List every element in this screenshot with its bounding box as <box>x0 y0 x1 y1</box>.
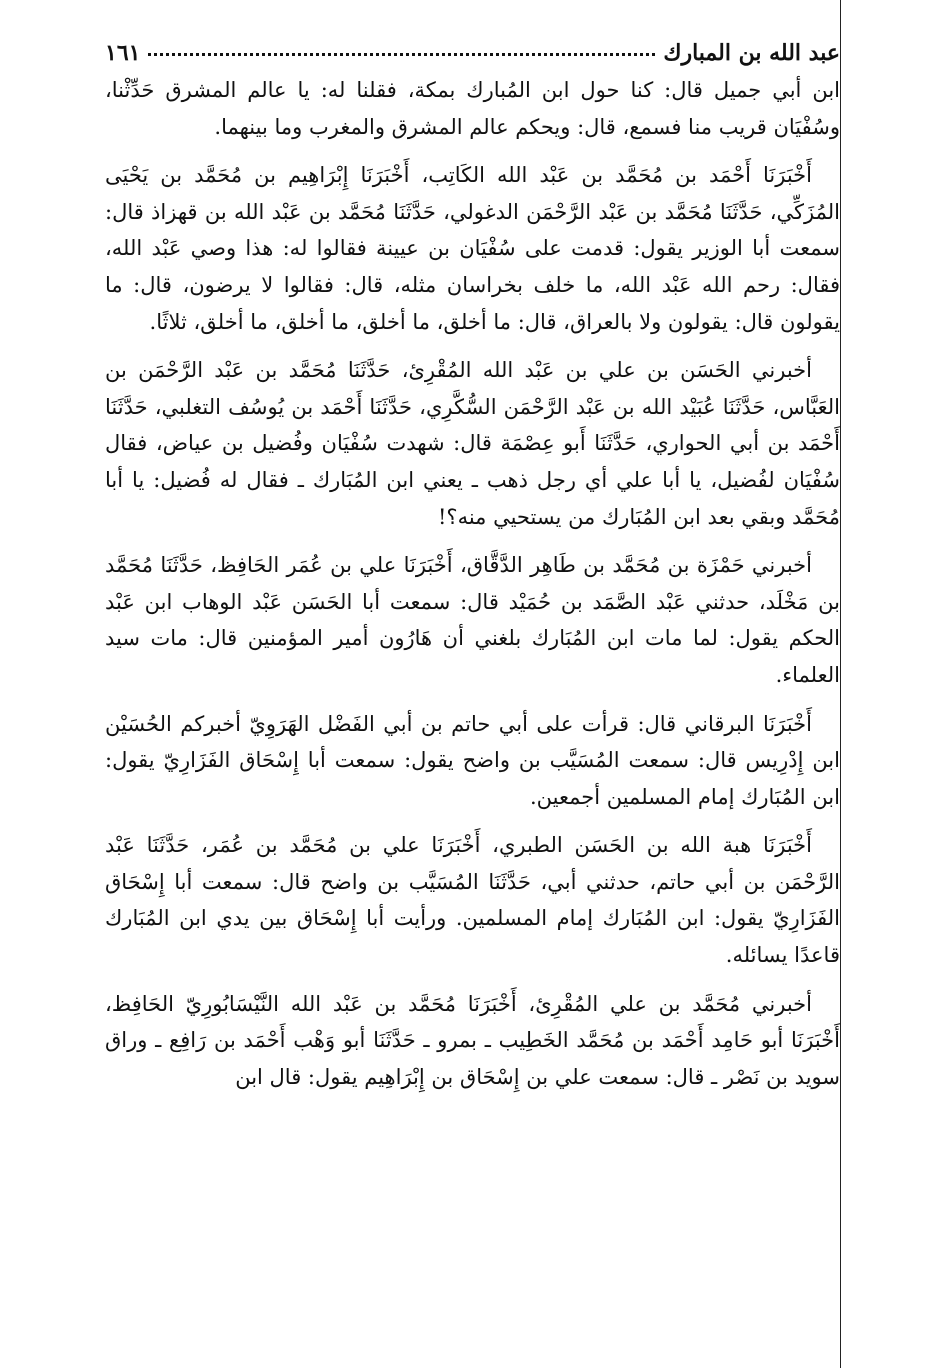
paragraph: أخبرني حَمْزَة بن مُحَمَّد بن طَاهِر الدَّقَّاق، أَخْبَرَنَا علي بن عُمَر الحَافِظ، حَدَّثَنَا مُحَمَّد بن مَخْلَد، حدثني عَبْد الصَّمَد بن حُمَيْد قال: سمعت أبا الحَسَن عَبْد الوهاب ابن عَبْد الحكم يقول: لما مات ابن المُبَارك بلغني أن هَارُون أمير المؤمنين قال: مات سيد العلماء. <box>105 553 840 687</box>
paragraph: ابن أبي جميل قال: كنا حول ابن المُبارك بمكة، فقلنا له: يا عالم المشرق حَدِّثْنا، وسُفْيَان قريب منا فسمع، قال: ويحكم عالم المشرق والمغرب وما بينهما. <box>105 78 840 139</box>
leader-dots <box>148 51 655 56</box>
running-title: عبد الله بن المبارك <box>663 40 840 66</box>
page-number: ١٦١ <box>105 40 141 66</box>
paragraph: أخبرني مُحَمَّد بن علي المُقْرِئ، أَخْبَرَنَا مُحَمَّد بن عَبْد الله النَّيْسَابُورِيّ الحَافِظ، أَخْبَرَنَا أبو حَامِد أَحْمَد بن مُحَمَّد الخَطِيب ـ بمرو ـ حَدَّثَنَا أبو وَهْب أَحْمَد بن رَافِع ـ وراق سويد بن نَصْر ـ قال: سمعت علي بن إِسْحَاق بن إِبْرَاهِيم يقول: قال ابن <box>105 991 840 1089</box>
paragraph: أَخْبَرَنَا أَحْمَد بن مُحَمَّد بن عَبْد الله الكَاتِب، أَخْبَرَنَا إِبْرَاهِيم بن مُحَمَّد بن يَحْيَى المُزَكِّي، حَدَّثَنَا مُحَمَّد بن عَبْد الرَّحْمَن الدغولي، حَدَّثَنَا مُحَمَّد بن عَبْد الله بن قهزاذ قال: سمعت أبا الوزير يقول: قدمت على سُفْيَان بن عيينة فقالوا له: هذا وصي عَبْد الله، فقال: رحم الله عَبْد الله، ما خلف بخراسان مثله، قال: فقالوا لا يرضون، قال: ما يقولون قال: يقولون ولا بالعراق، قال: ما أخلق، ما أخلق، ما أخلق، ما أخلق، ثلاثًا. <box>105 163 840 334</box>
book-page <box>105 30 840 1350</box>
page-header <box>105 36 840 70</box>
paragraph: أخبرني الحَسَن بن علي بن عَبْد الله المُقْرِئ، حَدَّثَنَا مُحَمَّد بن عَبْد الرَّحْمَن بن العَبَّاس، حَدَّثَنَا عُبَيْد الله بن عَبْد الرَّحْمَن السُّكَّرِي، حَدَّثَنَا أَحْمَد بن يُوسُف التغلبي، حَدَّثَنَا أَحْمَد بن أبي الحواري، حَدَّثَنَا أَبو عِصْمَة قال: شهدت سُفْيَان وفُضيل بن عياض، فقال سُفْيَان لفُضيل، يا أبا علي أي رجل ذهب ـ يعني ابن المُبَارك ـ فقال له فُضيل: يا أبا مُحَمَّد وبقي بعد ابن المُبَارك من يستحيي منه؟! <box>105 358 840 529</box>
page-edge-rule <box>840 0 841 1368</box>
page-body <box>105 72 840 1107</box>
paragraph: أَخْبَرَنَا البرقاني قال: قرأت على أبي حاتم بن أبي الفَضْل الهَرَوِيّ أخبركم الحُسَيْن ابن إِدْرِيس قال: سمعت المُسَيَّب بن واضح يقول: سمعت أبا إِسْحَاق الفَزَارِيّ يقول: ابن المُبَارك إمام المسلمين أجمعين. <box>105 711 840 809</box>
paragraph: أَخْبَرَنَا هبة الله بن الحَسَن الطبري، أَخْبَرَنَا علي بن مُحَمَّد بن عُمَر، حَدَّثَنَا عَبْد الرَّحْمَن بن أبي حاتم، حدثني أبي، حَدَّثَنَا المُسَيَّب بن واضح قال: سمعت أبا إِسْحَاق الفَزَارِيّ يقول: ابن المُبَارك إمام المسلمين. ورأيت أبا إِسْحَاق بين يدي ابن المُبَارك قاعدًا يسائله. <box>105 833 840 968</box>
